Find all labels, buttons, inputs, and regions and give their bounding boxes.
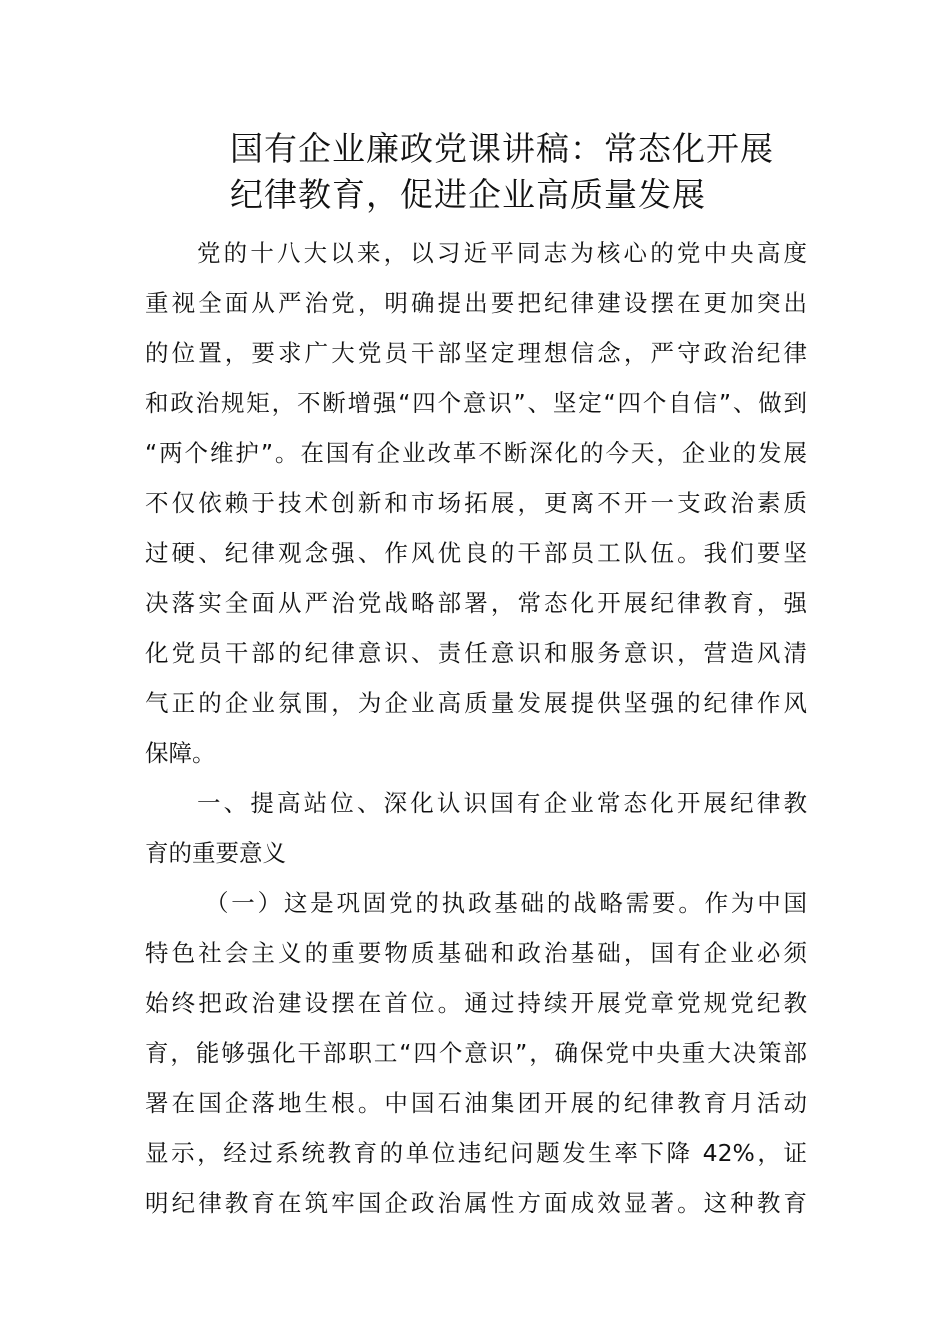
text-line: 的位置，要求广大党员干部坚定理想信念，严守政治纪律 [145, 339, 807, 367]
text-line: 署在国企落地生根。中国石油集团开展的纪律教育月活动 [145, 1089, 807, 1117]
section-heading [145, 778, 807, 878]
text-line: 明纪律教育在筑牢国企政治属性方面成效显著。这种教育 [145, 1189, 807, 1217]
text-line: 重视全面从严治党，明确提出要把纪律建设摆在更加突出 [145, 289, 807, 317]
text-line: 和政治规矩，不断增强“四个意识”、坚定“四个自信”、做到 [145, 389, 807, 417]
text-line: 过硬、纪律观念强、作风优良的干部员工队伍。我们要坚 [145, 539, 807, 567]
text-line: 党的十八大以来，以习近平同志为核心的党中央高度 [197, 239, 807, 267]
text-line: （一）这是巩固党的执政基础的战略需要。作为中国 [205, 889, 807, 917]
text-line: 特色社会主义的重要物质基础和政治基础，国有企业必须 [145, 939, 807, 967]
text-line: 决落实全面从严治党战略部署，常态化开展纪律教育，强 [145, 589, 807, 617]
intro-paragraph [145, 228, 807, 778]
text-line: 不仅依赖于技术创新和市场拓展，更离不开一支政治素质 [145, 489, 807, 517]
heading-line: 育的重要意义 [145, 839, 286, 867]
text-line: 显示，经过系统教育的单位违纪问题发生率下降 42%，证 [145, 1139, 807, 1167]
text-line: 化党员干部的纪律意识、责任意识和服务意识，营造风清 [145, 639, 807, 667]
document-title [230, 126, 830, 218]
text-line: 保障。 [145, 739, 216, 767]
text-line: 始终把政治建设摆在首位。通过持续开展党章党规党纪教 [145, 989, 807, 1017]
document-body [145, 228, 807, 1228]
text-line: 育，能够强化干部职工“四个意识”，确保党中央重大决策部 [145, 1039, 807, 1067]
title-line: 国有企业廉政党课讲稿：常态化开展 [230, 129, 774, 168]
text-line: “两个维护”。在国有企业改革不断深化的今天，企业的发展 [145, 439, 807, 467]
heading-line: 一、提高站位、深化认识国有企业常态化开展纪律教 [197, 789, 807, 817]
title-line: 纪律教育，促进企业高质量发展 [230, 175, 706, 214]
text-line: 气正的企业氛围，为企业高质量发展提供坚强的纪律作风 [145, 689, 807, 717]
subsection-paragraph [145, 878, 807, 1228]
